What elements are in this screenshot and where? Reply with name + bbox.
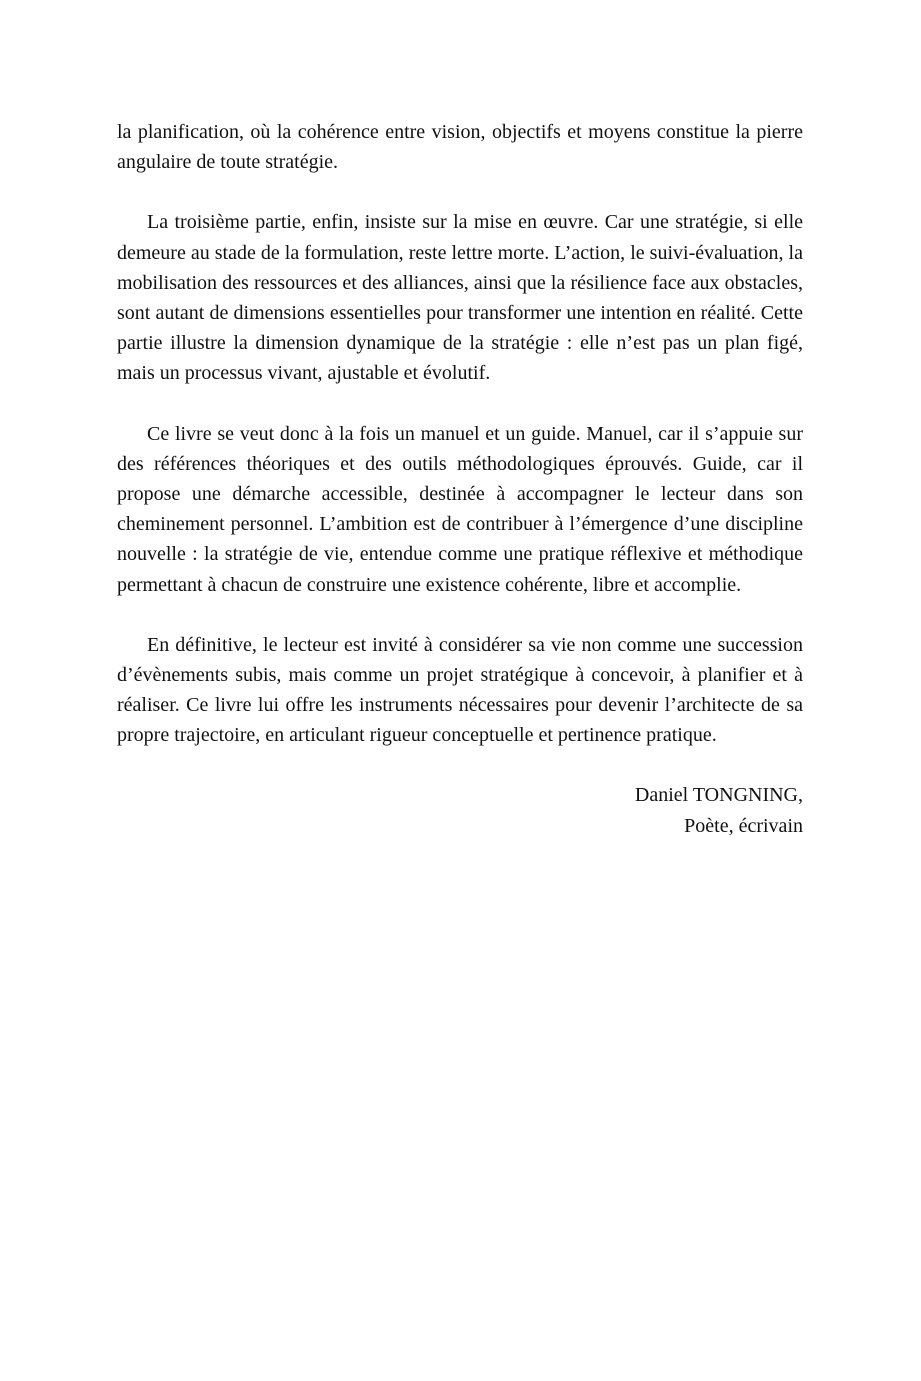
paragraph-third-part: La troisième partie, enfin, insiste sur la mise en œuvre. Car une stratégie, si elle demeure au stade de la formulation, reste lettre morte. L’action, le suivi-évaluation, la mobilisation des ressources et des alliances, ainsi que la résilience face aux obstacles, sont autant de dimensions essentielles pour transformer une intention en réalité. Cette partie illustre la dimension dynamique de la stratégie : elle n’est pas un plan figé, mais un processus vivant, ajustable et évolutif. bbox=[117, 211, 803, 385]
author-title: Poète, écrivain bbox=[684, 814, 803, 837]
document-page bbox=[117, 117, 803, 842]
paragraph-conclusion: En définitive, le lecteur est invité à considérer sa vie non comme une succession d’évènements subis, mais comme un projet stratégique à concevoir, à planifier et à réaliser. Ce livre lui offre les instruments nécessaires pour devenir l’architecte de sa propre trajectoire, en articulant rigueur conceptuelle et pertinence pratique. bbox=[117, 633, 803, 747]
author-name: Daniel TONGNING, bbox=[634, 783, 803, 806]
paragraph-continuation: la planification, où la cohérence entre vision, objectifs et moyens constitue la pierre angulaire de toute stratégie. bbox=[117, 121, 803, 174]
signature-block bbox=[117, 780, 803, 842]
paragraph-book-purpose: Ce livre se veut donc à la fois un manuel et un guide. Manuel, car il s’appuie sur des références théoriques et des outils méthodologiques éprouvés. Guide, car il propose une démarche accessible, destinée à accompagner le lecteur dans son cheminement personnel. L’ambition est de contribuer à l’émergence d’une discipline nouvelle : la stratégie de vie, entendue comme une pratique réflexive et méthodique permettant à chacun de construire une existence cohérente, libre et accomplie. bbox=[117, 422, 803, 596]
